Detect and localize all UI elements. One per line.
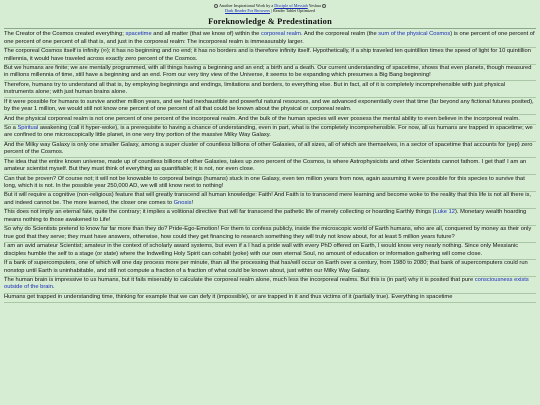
paragraph-text: But it will require a cognitive (non-religious) feature that will greatly transcend all human knowledge: Faith! And Faith is to transcend mere learning and become woke to the reality that this life is not all there is, and indeed cannot be. The more learned, the closer one comes to bbox=[4, 192, 532, 207]
paragraph-text: The Creator of the Cosmos created everything; bbox=[4, 31, 126, 38]
title-divider bbox=[4, 28, 536, 29]
inline-link[interactable]: corporeal realm bbox=[260, 31, 301, 38]
article-body bbox=[0, 31, 540, 303]
header-intro-text: Another Inspirational Work by a bbox=[218, 3, 274, 8]
paragraph-text: awakening (call it hyper-woke), is a prerequisite to having a chance of understanding, even in part, what is the completely incomprehensible. For now, all us humans are trapped in spacetime; we are confined to one microscopically little planet, in one very tiny portion of the massive Milky Way Galaxy. bbox=[4, 124, 533, 139]
paragraph-text: And the Milky way Galaxy is only one smaller Galaxy, among a super cluster of countless billions of other Galaxies, of all sizes, all of which are themselves, in a sector of spacetime that accounts for (yep) zero percent of the Cosmos. bbox=[4, 141, 533, 156]
paragraph-text: But we humans are finite; we are mentally programmed, with all things having a beginning and an end; a birth and a death. Our current understanding of spacetime, shows that even planets, though measured in millions millennia of time, still have a beginning and an end. From our very tiny view of the Universe, it seems to be expanding which presumes a Big Bang beginning! bbox=[4, 64, 532, 79]
article-paragraph bbox=[4, 115, 536, 124]
paragraph-text: If it were possible for humans to survive another million years, and we had inexhaustible and powerful natural resources, and we advanced exponentially over that time (far beyond any fictional futures posited), by the year 1 million, we would still not know one percent of one percent of all that could be known about the physical or corporeal realm. bbox=[4, 98, 534, 113]
article-paragraph bbox=[4, 65, 536, 82]
paragraph-text: Humans get trapped in understanding time, thinking for example that we can defy it (impossible), or are trapped in it and thus victims of it (partially true). Everything in spacetime bbox=[4, 293, 453, 300]
article-paragraph bbox=[4, 158, 536, 175]
article-paragraph bbox=[4, 175, 536, 192]
article-paragraph bbox=[4, 98, 536, 115]
article-paragraph bbox=[4, 294, 536, 303]
paragraph-text: The idea that the entire known universe, made up of countless billions of other Galaxies, takes up zero percent of the Cosmos, is where Astrophysicists and other Scientists cannot fathom. I get that! I am an amateur scientist myself. But they must think of everything as quantifiable; it is not, nor even close. bbox=[4, 158, 527, 173]
paragraph-text: This does not imply an eternal fate, quite the contrary; it implies a volitional directive that will far transcend the pathetic life of merely collecting or hoarding Earthly things ( bbox=[4, 209, 435, 216]
inline-link[interactable]: Luke 12 bbox=[434, 209, 455, 216]
paragraph-text: ! bbox=[191, 200, 194, 207]
paragraph-text: and all matter (that we know of) within the bbox=[151, 31, 261, 38]
paragraph-text: ). Monetary wealth hoarding means nothing to those awakened to Life! bbox=[4, 209, 527, 223]
article-paragraph bbox=[4, 277, 536, 294]
inline-link[interactable]: consciousness exists outside of the brain bbox=[4, 276, 529, 291]
inline-link[interactable]: Spiritual bbox=[17, 124, 39, 131]
paragraph-text: . bbox=[52, 284, 55, 291]
header-line-2 bbox=[0, 8, 540, 13]
paragraph-text: The corporeal Cosmos itself is infinity (∞); it has no beginning and no end; it has no borders and is therefore infinity itself. Hypothetically, if a ship traveled ten quintillion times the speed of light for 10 quintillion millennia, it would have traveled across exactly zero percent of the Cosmos. bbox=[4, 48, 531, 62]
globe-icon bbox=[322, 4, 326, 8]
paragraph-text: . And the corporeal realm (the bbox=[300, 31, 379, 38]
paragraph-text: And the physical corporeal realm is not one percent of one percent of the incorporeal realm. And the bulk of the human species will ever possess the mental ability to even believe in the incorporeal realm. bbox=[4, 115, 520, 122]
article-paragraph bbox=[4, 142, 536, 159]
inline-link[interactable]: sum of the physical Cosmos bbox=[378, 31, 451, 38]
inline-link[interactable]: Gnosis bbox=[173, 200, 192, 207]
article-paragraph bbox=[4, 192, 536, 209]
inline-link[interactable]: spacetime bbox=[125, 31, 152, 38]
paragraph-text: Therefore, humans try to understand all that is, by employing beginnings and endings, limitations and borders, to everything else. But in fact, all of it is completely incomprehensible with just physical instruments alone; with just human brains alone. bbox=[4, 81, 506, 96]
article-paragraph bbox=[4, 81, 536, 98]
paragraph-text: Can that be proven? Of course not; it will not be knowable to corporeal beings (humans) stuck in one Galaxy, even ten million years from now, again assuming it were possible for this species to survive that long, which it is not. In the possible year 250,000 AD, we will still know next to nothing! bbox=[4, 175, 525, 190]
paragraph-text: The human brain is impressive to us humans, but it fails miserably to calculate the corporeal realm alone, much less the incorporeal realms. But this is (in part) why it is posited that pure bbox=[4, 276, 475, 283]
article-paragraph bbox=[4, 48, 536, 65]
article-paragraph bbox=[4, 125, 536, 142]
article-paragraph bbox=[4, 243, 536, 260]
article-paragraph bbox=[4, 31, 536, 48]
paragraph-text: So a bbox=[4, 124, 18, 131]
article-paragraph bbox=[4, 209, 536, 226]
globe-icon bbox=[214, 4, 218, 8]
dark-reader-link[interactable]: Dark Reader For Browsers bbox=[225, 8, 271, 14]
article-paragraph bbox=[4, 260, 536, 277]
header-separator: | bbox=[270, 8, 273, 14]
article-paragraph bbox=[4, 226, 536, 243]
disciple-link[interactable]: Disciple of Messiah bbox=[274, 3, 308, 8]
paragraph-text: So why do Scientists pretend to know far far more than they do? Pride-Ego-Emotion! For them to confess publicly, inside the microscopic world of Earth humans, who are all, conquered by money as their only true god that they serve; they must have answers, otherwise, how could they get financing to research something they will truly not know about, for at least 5 million years future? bbox=[4, 226, 532, 240]
paragraph-text: ) is one percent of one percent of one percent of one percent of all that is, and just in the corporeal realm: The incorporeal realm is immeasurably larger. bbox=[4, 31, 535, 45]
page-header bbox=[0, 0, 540, 14]
paragraph-text: If a bank of supercomputers, one of which will one day process more per minute, than all the processing that has/will occur on Earth over a century, from 1980 to 2080; that bank of supercomputers could run nonstop until Earth is uninhabitable, and still not compute a fraction of a fraction of what could be known about, just within our Milky Way Galaxy. bbox=[4, 260, 528, 274]
reader-tablet-text: Reader Tablet Optimized bbox=[272, 8, 315, 14]
paragraph-text: I am an avid amateur Scientist; amateur in the context of scholarly award systems, but even if a I had a pride wall with every PhD offered on Earth, I would know very nearly nothing. Since only Messianic disciples humble the self to a stage (or state) where the Indwelling Holy Spirit can cohabit (yoke) with our own eternal Soul, no amount of education or information gathering will come close. bbox=[4, 243, 519, 257]
page-title: Foreknowledge & Predestination bbox=[208, 16, 332, 26]
header-intro-tail: Yeshua bbox=[308, 3, 321, 8]
